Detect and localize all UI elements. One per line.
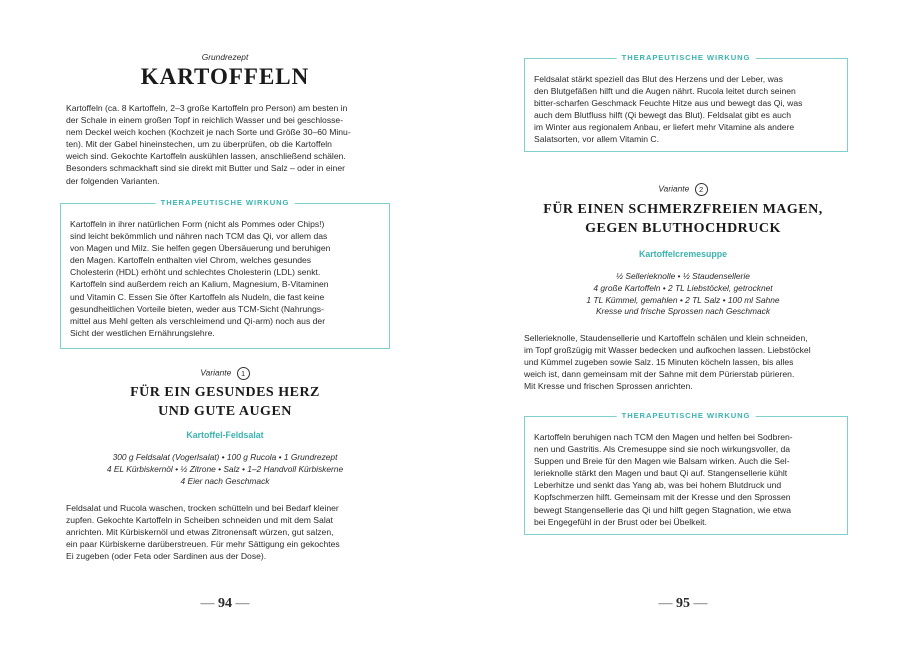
page-number: — 95 — (658, 596, 708, 611)
box-label: THERAPEUTISCHE WIRKUNG (617, 411, 756, 420)
variant-label: Variante (658, 183, 690, 194)
text-line: ein paar Kürbiskerne darüberstreuen. Für mehr Sättigung ein gekochtes (66, 539, 340, 550)
variant-title-line: FÜR EIN GESUNDES HERZ (130, 385, 320, 400)
therapeutic-effect-box (524, 411, 848, 535)
ingredient-line: ½ Sellerieknolle • ½ Staudensellerie (616, 271, 750, 281)
text-line: im Winter aus regionalem Anbau, er liefert mehr Vitamine als andere (534, 122, 795, 133)
text-line: nen und Gastritis. Als Cremesuppe sind sie noch wirkungsvoller, da (534, 444, 791, 455)
ingredient-line: 4 EL Kürbiskernöl • ½ Zitrone • Salz • 1–2 Handvoll Kürbiskerne (106, 463, 344, 474)
text-line: bitter-scharfen Geschmack Feuchte Hitze aus und bewegt das Qi, was (534, 98, 803, 109)
text-line: Feldsalat stärkt speziell das Blut des Herzens und der Leber, was (534, 74, 783, 84)
text-line: nem Deckel weich kochen (Kochzeit je nach Sorte und Größe 30–60 Minu- (66, 127, 351, 138)
therapeutic-effect-box (60, 198, 390, 349)
text-line: weich ist, dann gemeinsam mit der Sahne mit dem Pürierstab pürieren. (524, 369, 795, 380)
text-line: sind leicht bekömmlich und nähren nach TCM das Qi, vor allem das (70, 231, 328, 242)
variant-number-badge: 1 (237, 367, 250, 380)
text-line: der Schale in einem großen Topf in reichlich Wasser und bei geschlosse- (66, 115, 344, 126)
text-line: Kartoffeln (ca. 8 Kartoffeln, 2–3 große Kartoffeln pro Person) am besten in (66, 103, 348, 113)
text-line: Besonders schmackhaft sind sie direkt mit Butter und Salz – oder in einer (66, 163, 345, 174)
ingredient-line: 1 TL Kümmel, gemahlen • 2 TL Salz • 100 ml Sahne (586, 294, 780, 305)
ingredient-line: 300 g Feldsalat (Vogerlsalat) • 100 g Rucola • 1 Grundrezept (112, 452, 338, 462)
page-number-value: 95 (676, 596, 690, 611)
ingredients-list (524, 271, 842, 318)
text-line: weich sind. Gekochte Kartoffeln auskühlen lassen, anschließend schälen. (66, 151, 346, 162)
kicker: Grundrezept (201, 52, 249, 62)
variant-heading (524, 183, 842, 196)
text-line: mittel aus Mehl gelten als verschleimend und Qi-arm) noch aus der (70, 315, 326, 326)
text-line: Ei zugeben (oder Feta oder Sardinen aus der Dose). (66, 551, 267, 562)
text-line: Suppen und Breie für den Magen wie Balsam wirken. Auch die Sel- (534, 456, 790, 467)
text-line: lerieknolle stärkt den Magen und baut Qi auf. Stangensellerie kühlt (534, 468, 788, 479)
text-line: Kopfschmerzen hilft. Gemeinsam mit der Kresse und den Sprossen (534, 492, 791, 503)
text-line: zupfen. Gekochte Kartoffeln in Scheiben schneiden und mit dem Salat (66, 515, 333, 526)
variant-label: Variante (200, 367, 232, 378)
method-paragraph (524, 332, 842, 392)
left-page (66, 0, 384, 648)
text-line: den Magen. Kartoffeln enthalten viel Chrom, welches gesundes (70, 255, 312, 266)
variant-title-line: FÜR EINEN SCHMERZFREIEN MAGEN, (543, 202, 823, 217)
text-line: Sellerieknolle, Staudensellerie und Kartoffeln schälen und klein schneiden, (524, 333, 808, 343)
variant-heading (66, 367, 384, 380)
text-line: bewegt Stangensellerie das Qi und hilft gegen Stagnation, wie etwa (534, 504, 792, 515)
variant-number-badge: 2 (695, 183, 708, 196)
text-line: Kartoffeln sind außerdem reich an Kalium, Magnesium, B-Vitaminen (70, 279, 329, 290)
text-line: bei Engegefühl in der Brust oder bei Übelkeit. (534, 516, 707, 527)
variant-title (524, 200, 842, 238)
text-line: den Blutgefäßen hilft und die Augen nährt. Rucola leitet durch seinen (534, 86, 796, 97)
page-title: KARTOFFELN (140, 64, 310, 89)
ingredient-line: 4 große Kartoffeln • 2 TL Liebstöckel, getrocknet (593, 282, 773, 293)
text-line: im Topf großzügig mit Wasser bedecken und aufkochen lassen. Liebstöckel (524, 345, 811, 356)
ingredient-line: Kresse und frische Sprossen nach Geschmack (595, 306, 771, 317)
text-line: und Kümmel zugeben sowie Salz. 15 Minuten köcheln lassen, bis alles (524, 357, 794, 368)
text-line: Kartoffeln in ihrer natürlichen Form (nicht als Pommes oder Chips!) (70, 219, 325, 229)
text-line: ten). Mit der Gabel hineinstechen, um zu überprüfen, ob die Kartoffeln (66, 139, 332, 150)
text-line: Salatsorten, vor allem Vitamin C. (534, 134, 659, 145)
box-label: THERAPEUTISCHE WIRKUNG (617, 53, 756, 62)
text-line: der folgenden Varianten. (66, 175, 160, 186)
intro-paragraph (66, 102, 384, 187)
variant-title-line: UND GUTE AUGEN (158, 404, 292, 419)
recipe-name: Kartoffelcremesuppe (639, 249, 727, 259)
ingredients-list (66, 452, 384, 487)
page-number-value: 94 (218, 596, 232, 611)
text-line: gesundheitlichen Vorteile bieten, weder aus TCM-Sicht (Nahrungs- (70, 303, 324, 314)
text-line: auch dem Blutfluss hilft (Qi bewegt das Blut). Feldsalat gibt es auch (534, 110, 791, 121)
recipe-name: Kartoffel-Feldsalat (186, 430, 264, 440)
text-line: Cholesterin (HDL) erhöht und schlechtes Cholesterin (LDL) senkt. (70, 267, 321, 278)
text-line: von Magen und Milz. Sie helfen gegen Übersäuerung und beruhigen (70, 243, 331, 254)
text-line: Feldsalat und Rucola waschen, trocken schütteln und bei Bedarf kleiner (66, 503, 339, 513)
text-line: Kartoffeln beruhigen nach TCM den Magen und helfen bei Sodbren- (534, 432, 793, 442)
text-line: anrichten. Mit Kürbiskernöl und etwas Zitronensaft würzen, gut salzen, (66, 527, 334, 538)
text-line: Sicht der westlichen Ernährungslehre. (70, 327, 215, 338)
variant-title-line: GEGEN BLUTHOCHDRUCK (585, 221, 781, 236)
ingredient-line: 4 Eier nach Geschmack (180, 475, 270, 486)
text-line: Mit Kresse und frischen Sprossen anrichten. (524, 381, 693, 392)
therapeutic-effect-box (524, 53, 848, 152)
box-label: THERAPEUTISCHE WIRKUNG (156, 198, 295, 207)
page-number: — 94 — (200, 596, 250, 611)
text-line: Leberhitze und senkt das Yang ab, was bei hohem Blutdruck und (534, 480, 782, 491)
method-paragraph (66, 502, 384, 562)
text-line: und Vitamin C. Essen Sie öfter Kartoffeln als Nudeln, die fast keine (70, 291, 325, 302)
right-page (524, 0, 842, 648)
variant-title (66, 383, 384, 421)
